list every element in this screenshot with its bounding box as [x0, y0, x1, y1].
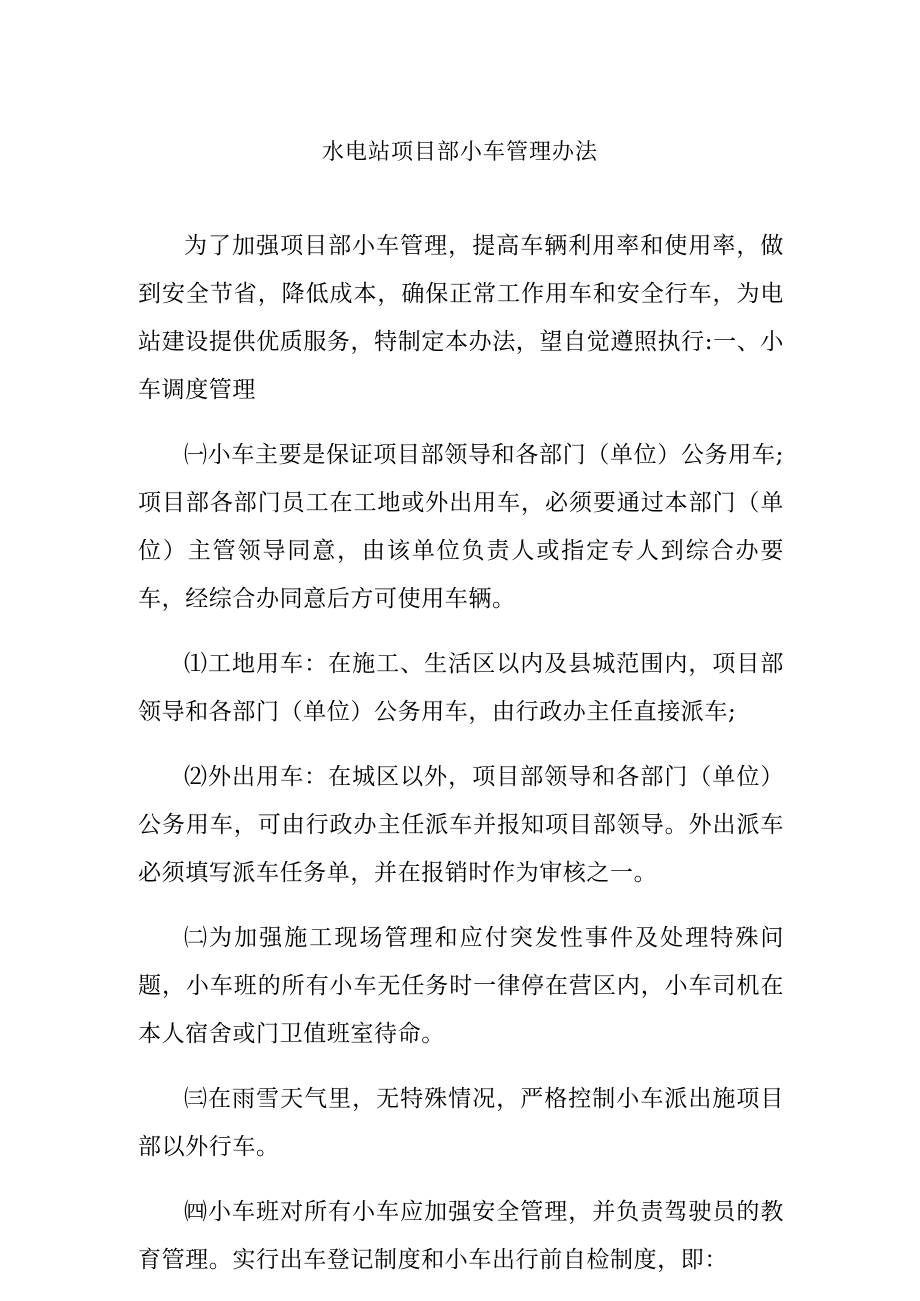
paragraph-subitem-2: ⑵外出用车：在城区以外，项目部领导和各部门（单位）公务用车，可由行政办主任派车并报知项目部领导。外出派车必须填写派车任务单，并在报销时作为审核之一。	[138, 764, 784, 886]
paragraph-item-2: ㈡为加强施工现场管理和应付突发性事件及处理特殊问题，小车班的所有小车无任务时一律停在营区内，小车司机在本人宿舍或门卫值班室待命。	[138, 925, 784, 1047]
paragraph-intro: 为了加强项目部小车管理，提高车辆利用率和使用率，做到安全节省，降低成本，确保正常工作用车和安全行车，为电站建设提供优质服务，特制定本办法，望自觉遵照执行:一、小车调度管理	[138, 233, 784, 403]
paragraph-item-3: ㈢在雨雪天气里，无特殊情况，严格控制小车派出施项目部以外行车。	[138, 1086, 784, 1160]
document-title: 水电站项目部小车管理办法	[321, 140, 598, 165]
document-body	[138, 222, 784, 1301]
paragraph-item-4: ㈣小车班对所有小车应加强安全管理，并负责驾驶员的教育管理。实行出车登记制度和小车出行前自检制度，即：	[138, 1199, 784, 1273]
paragraph-item-1: ㈠小车主要是保证项目部领导和各部门（单位）公务用车;项目部各部门员工在工地或外出用车，必须要通过本部门（单位）主管领导同意，由该单位负责人或指定专人到综合办要车，经综合办同意后方可使用车辆。	[138, 442, 784, 612]
paragraph-subitem-1: ⑴工地用车：在施工、生活区以内及县城范围内，项目部领导和各部门（单位）公务用车，由行政办主任直接派车;	[138, 651, 784, 725]
